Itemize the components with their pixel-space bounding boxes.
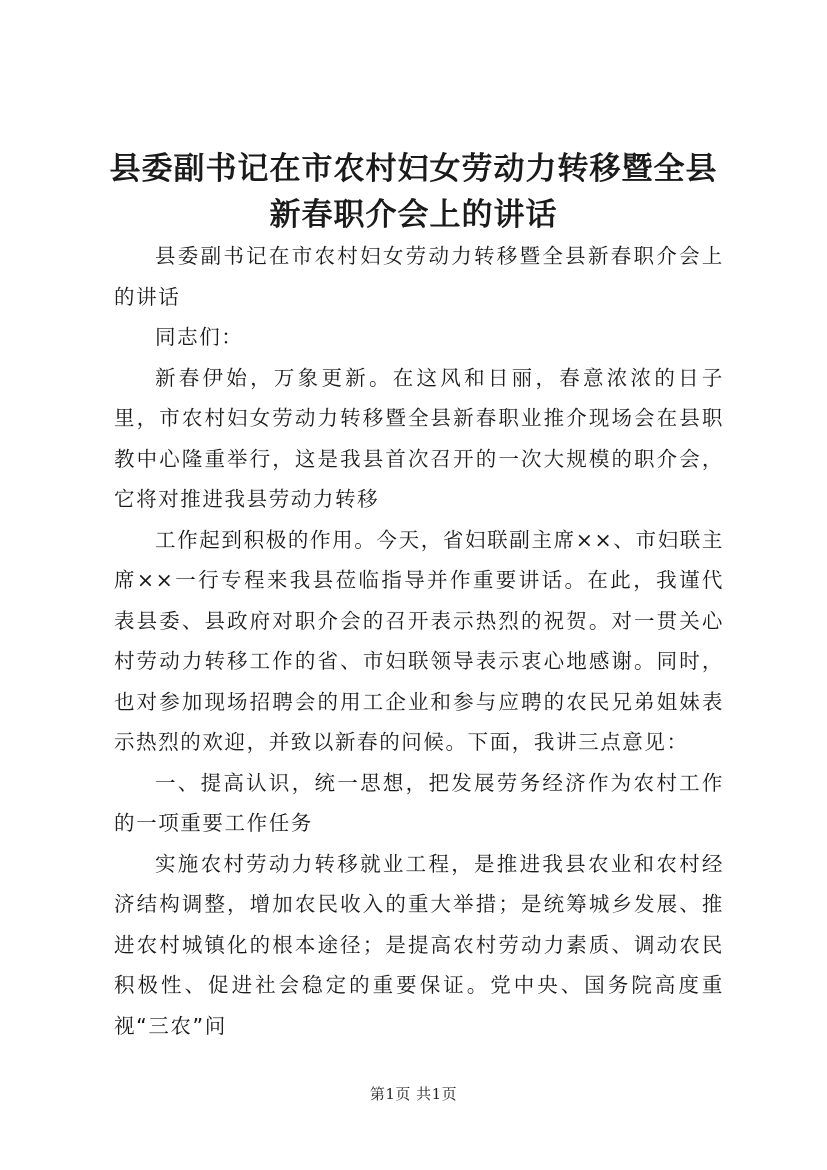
paragraph-section-one-heading: 一、提高认识，统一思想，把发展劳务经济作为农村工作的一项重要工作任务	[114, 770, 724, 835]
document-title: 县委副书记在市农村妇女劳动力转移暨全县新春职介会上的讲话	[109, 151, 718, 233]
paragraph-thanks: 工作起到积极的作用。今天，省妇联副主席××、市妇联主席××一行专程来我县莅临指导并作重要讲话。在此，我谨代表县委、县政府对职介会的召开表示热烈的祝贺。对一贯关心村劳动力转移工作的省、市妇联领导表示衷心地感谢。同时，也对参加现场招聘会的用工企业和参与应聘的农民兄弟姐妹表示热烈的欢迎，并致以新春的问候。下面，我讲三点意见：	[114, 527, 724, 754]
page-number-footer: 第1页 共1页	[369, 1085, 458, 1103]
paragraph-salutation: 同志们：	[155, 325, 244, 349]
paragraph-opening: 新春伊始，万象更新。在这风和日丽，春意浓浓的日子里，市农村妇女劳动力转移暨全县新春职业推介现场会在县职教中心隆重举行，这是我县首次召开的一次大规模的职介会，它将对推进我县劳动力转移	[114, 365, 724, 511]
paragraph-heading-repeat: 县委副书记在市农村妇女劳动力转移暨全县新春职介会上的讲话	[114, 244, 724, 309]
paragraph-section-one-body: 实施农村劳动力转移就业工程，是推进我县农业和农村经济结构调整，增加农民收入的重大举措；是统筹城乡发展、推进农村城镇化的根本途径；是提高农村劳动力素质、调动农民积极性、促进社会稳定的重要保证。党中央、国务院高度重视“三农”问	[114, 851, 724, 1038]
document-body	[114, 236, 724, 1046]
